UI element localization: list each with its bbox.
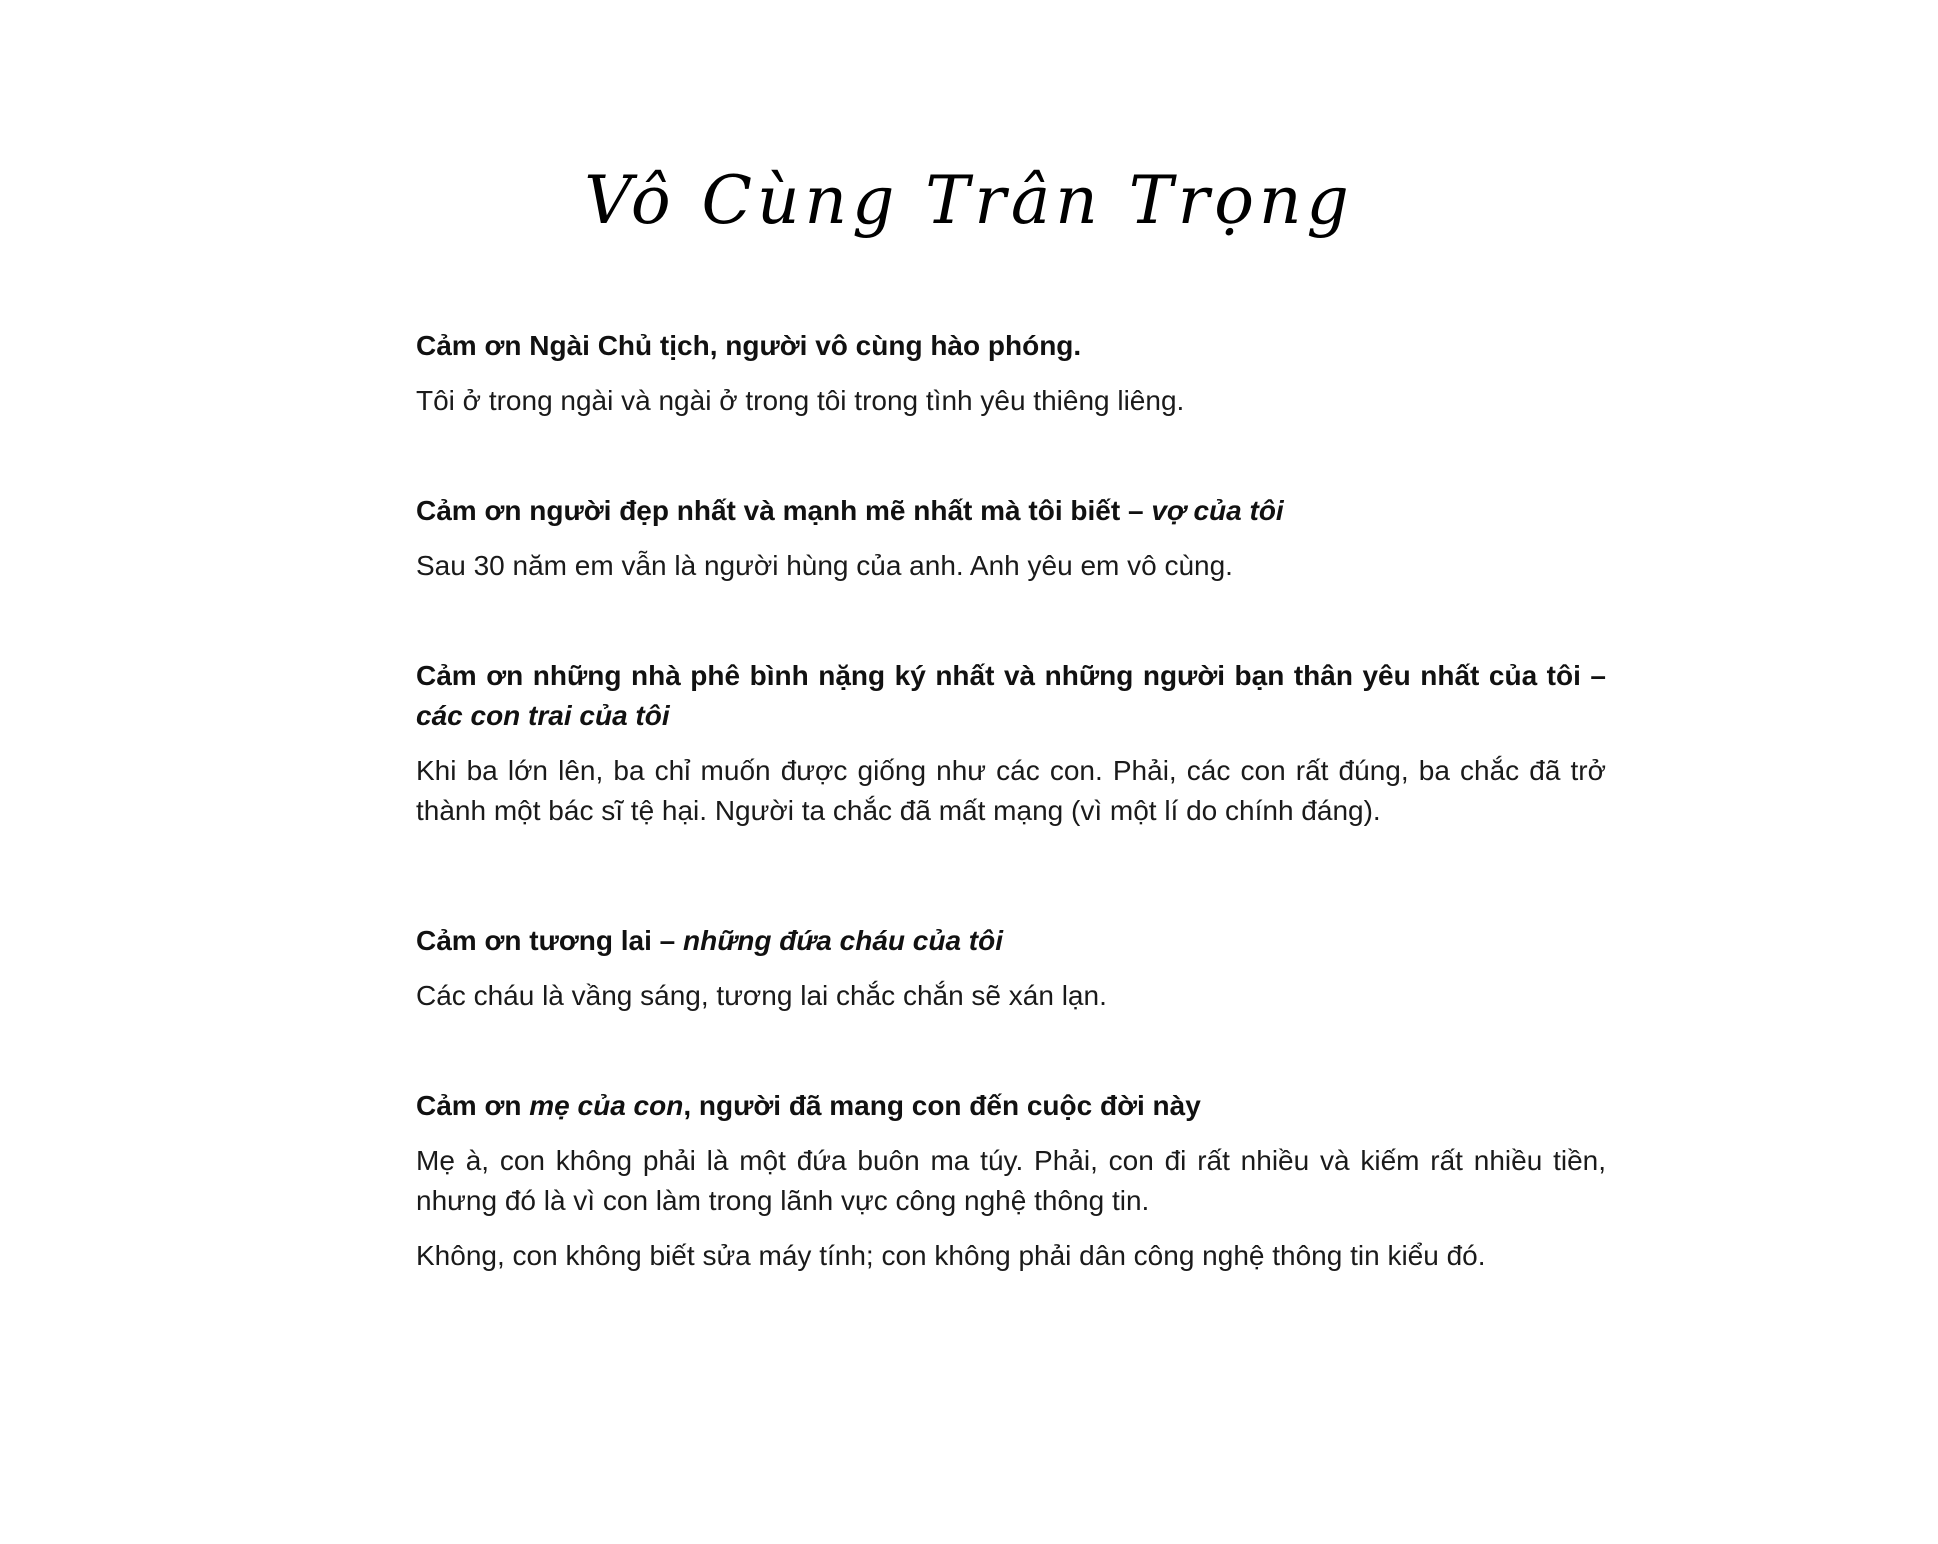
section-body: Các cháu là vầng sáng, tương lai chắc chắn sẽ xán lạn.: [416, 980, 1107, 1011]
section-heading: [416, 326, 1606, 366]
heading-text: Cảm ơn: [416, 1090, 530, 1121]
section-body: Khi ba lớn lên, ba chỉ muốn được giống như các con. Phải, các con rất đúng, ba chắc đã trở thành một bác sĩ tệ hại. Người ta chắc đã mất mạng (vì một lí do chính đáng).: [416, 755, 1606, 826]
acknowledgement-section-sons: [416, 656, 1606, 921]
section-body: Tôi ở trong ngài và ngài ở trong tôi trong tình yêu thiêng liêng.: [416, 385, 1185, 416]
heading-text: Cảm ơn những nhà phê bình nặng ký nhất và những người bạn thân yêu nhất của tôi –: [416, 660, 1606, 691]
section-body: Sau 30 năm em vẫn là người hùng của anh. Anh yêu em vô cùng.: [416, 550, 1233, 581]
heading-emphasis: mẹ của con: [529, 1090, 684, 1121]
section-body: Không, con không biết sửa máy tính; con không phải dân công nghệ thông tin kiểu đó.: [416, 1240, 1486, 1271]
heading-emphasis: vợ của tôi: [1151, 495, 1284, 526]
section-body: Mẹ à, con không phải là một đứa buôn ma túy. Phải, con đi rất nhiều và kiếm rất nhiều tiền, nhưng đó là vì con làm trong lãnh vực công nghệ thông tin.: [416, 1145, 1606, 1216]
acknowledgement-section-mother: [416, 1086, 1606, 1276]
heading-text-suffix: , người đã mang con đến cuộc đời này: [683, 1090, 1201, 1121]
acknowledgement-section-grandchildren: [416, 921, 1606, 1086]
section-heading: [416, 921, 1606, 961]
page-title: Vô Cùng Trân Trọng: [584, 162, 1354, 239]
acknowledgement-section-chairman: [416, 326, 1606, 491]
section-heading: [416, 1086, 1606, 1126]
section-heading: [416, 656, 1606, 736]
heading-emphasis: những đứa cháu của tôi: [683, 925, 1004, 956]
heading-text: Cảm ơn tương lai –: [416, 925, 684, 956]
heading-emphasis: các con trai của tôi: [416, 700, 670, 731]
document-content: [416, 326, 1606, 1276]
heading-text: Cảm ơn người đẹp nhất và mạnh mẽ nhất mà tôi biết –: [416, 495, 1152, 526]
acknowledgement-section-wife: [416, 491, 1606, 656]
section-heading: [416, 491, 1606, 531]
heading-text: Cảm ơn Ngài Chủ tịch, người vô cùng hào phóng.: [416, 330, 1082, 361]
